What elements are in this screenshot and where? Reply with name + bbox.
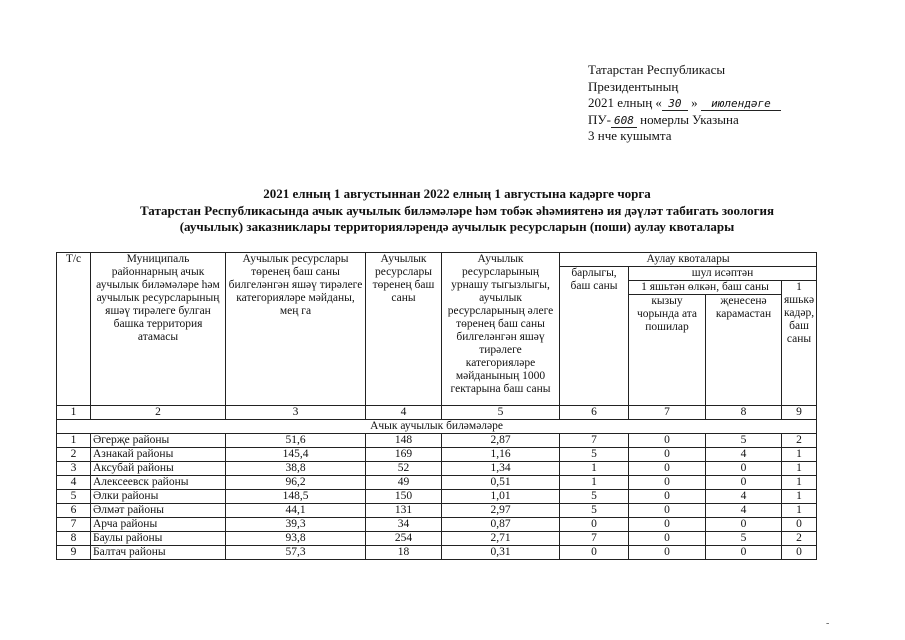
table-cell: 0 <box>629 504 706 518</box>
header-total: барлыгы, баш саны <box>560 267 629 406</box>
table-cell: 0,51 <box>442 476 560 490</box>
table-cell: 9 <box>57 546 91 560</box>
section-title: Ачык аучылык биләмәләре <box>57 420 817 434</box>
table-cell: Баулы районы <box>91 532 226 546</box>
table-cell: 5 <box>560 490 629 504</box>
table-cell: 145,4 <box>226 448 366 462</box>
column-number: 3 <box>226 406 366 420</box>
table-cell: 1 <box>782 504 817 518</box>
table-row <box>57 532 817 546</box>
annex-line-5: 3 нче кушымта <box>588 128 672 143</box>
annex-line-2: Президентының <box>588 78 679 94</box>
table-row <box>57 490 817 504</box>
table-cell: Аксубай районы <box>91 462 226 476</box>
header-males: кызыу чорында ата пошилар <box>629 295 706 406</box>
section-row <box>57 420 817 434</box>
table-cell: 3 <box>57 462 91 476</box>
header-including: шул исәптән <box>629 267 817 281</box>
table-cell: 4 <box>706 490 782 504</box>
table-cell: 2 <box>782 434 817 448</box>
table-cell: 2,87 <box>442 434 560 448</box>
header-older: 1 яшьтән өлкән, баш саны <box>629 281 782 295</box>
column-number: 1 <box>57 406 91 420</box>
document-title <box>40 186 874 236</box>
table-cell: 8 <box>57 532 91 546</box>
column-number: 4 <box>366 406 442 420</box>
table-cell: 0,31 <box>442 546 560 560</box>
annex-month: июлендәге <box>701 98 781 111</box>
table-cell: 0 <box>560 518 629 532</box>
table-cell: 131 <box>366 504 442 518</box>
table-cell: 1 <box>782 490 817 504</box>
table-cell: 0 <box>629 448 706 462</box>
table-cell: Әлмәт районы <box>91 504 226 518</box>
table-cell: 1,16 <box>442 448 560 462</box>
table-cell: 150 <box>366 490 442 504</box>
table-cell: 34 <box>366 518 442 532</box>
table-cell: 1,01 <box>442 490 560 504</box>
table-cell: 0 <box>629 546 706 560</box>
column-number: 6 <box>560 406 629 420</box>
table-row <box>57 434 817 448</box>
table-cell: 49 <box>366 476 442 490</box>
header-row-1 <box>57 253 817 267</box>
table-cell: 0 <box>706 518 782 532</box>
table-cell: 5 <box>57 490 91 504</box>
table-cell: 7 <box>560 434 629 448</box>
table-cell: Алексеевск районы <box>91 476 226 490</box>
table-cell: 2 <box>782 532 817 546</box>
table-cell: 93,8 <box>226 532 366 546</box>
table-cell: Арча районы <box>91 518 226 532</box>
header-col-5: Аучылык ресурсларының урнашу тыгызлыгы, аучылык ресурсларының әлеге төренең баш саны билгеләнгән яшәү тирәлеге категорияләре мәйданының 1000 гектарына баш саны <box>442 253 560 406</box>
table-cell: 1 <box>560 476 629 490</box>
scan-mark: - <box>826 618 830 629</box>
table-cell: 0,87 <box>442 518 560 532</box>
table-cell: 1 <box>782 462 817 476</box>
table-cell: 5 <box>706 434 782 448</box>
table-cell: 2,71 <box>442 532 560 546</box>
column-number: 9 <box>782 406 817 420</box>
header-col-2: Муниципаль районнарның ачык аучылык биләмәләре һәм аучылык ресурсларының яшәү тирәлеге булган башка территория атамасы <box>91 253 226 406</box>
table-body <box>57 434 817 560</box>
table-cell: 1 <box>782 448 817 462</box>
table-cell: 39,3 <box>226 518 366 532</box>
table-cell: 148,5 <box>226 490 366 504</box>
table-cell: Азнакай районы <box>91 448 226 462</box>
column-number: 7 <box>629 406 706 420</box>
annex-note <box>588 62 781 145</box>
table-cell: 0 <box>782 518 817 532</box>
table-cell: 1 <box>57 434 91 448</box>
table-cell: 169 <box>366 448 442 462</box>
table-cell: Әлки районы <box>91 490 226 504</box>
header-under1: 1 яшькә кадәр, баш саны <box>782 281 817 406</box>
table-cell: 7 <box>560 532 629 546</box>
table-cell: 57,3 <box>226 546 366 560</box>
table-cell: 1,34 <box>442 462 560 476</box>
table-row <box>57 476 817 490</box>
table-cell: 51,6 <box>226 434 366 448</box>
annex-line-3: 2021 елның « 30 » июлендәге <box>588 95 781 112</box>
table-cell: 4 <box>706 448 782 462</box>
annex-line-4: ПУ- 608 номерлы Указына <box>588 111 739 127</box>
table-row <box>57 518 817 532</box>
table-cell: 0 <box>629 518 706 532</box>
table-cell: 4 <box>706 504 782 518</box>
table-cell: 254 <box>366 532 442 546</box>
table-cell: 0 <box>706 546 782 560</box>
table-cell: 38,8 <box>226 462 366 476</box>
table-cell: Балтач районы <box>91 546 226 560</box>
header-col-4: Аучылык ресурслары төренең баш саны <box>366 253 442 406</box>
table-cell: 1 <box>782 476 817 490</box>
table-cell: 44,1 <box>226 504 366 518</box>
title-line-2: Татарстан Республикасында ачык аучылык биләмәләре һәм тобәк әһәмиятенә ия дәүләт табигать зоология <box>139 202 775 218</box>
header-nosex: җенесенә карамастан <box>706 295 782 406</box>
header-quota: Аулау квоталары <box>560 253 817 267</box>
header-col-3: Аучылык ресурслары төренең баш саны билгеләнгән яшәү тирәлеге категорияләре мәйданы, мең га <box>226 253 366 406</box>
table-cell: 148 <box>366 434 442 448</box>
table-cell: 4 <box>57 476 91 490</box>
table-cell: 0 <box>629 490 706 504</box>
table-cell: 0 <box>706 462 782 476</box>
column-number: 8 <box>706 406 782 420</box>
table-cell: 5 <box>560 448 629 462</box>
table-cell: 2 <box>57 448 91 462</box>
table-cell: 18 <box>366 546 442 560</box>
table-cell: 1 <box>560 462 629 476</box>
table-row <box>57 504 817 518</box>
table-cell: 0 <box>629 532 706 546</box>
table-row <box>57 448 817 462</box>
table-cell: 96,2 <box>226 476 366 490</box>
table-cell: 7 <box>57 518 91 532</box>
table-cell: 5 <box>706 532 782 546</box>
annex-line-1: Татарстан Республикасы <box>588 62 726 77</box>
table-cell: 0 <box>629 476 706 490</box>
table-cell: 0 <box>629 434 706 448</box>
table-cell: 2,97 <box>442 504 560 518</box>
table-cell: 0 <box>560 546 629 560</box>
title-line-1: 2021 елның 1 августыннан 2022 елның 1 августына кадәрге чорга <box>263 186 651 201</box>
table-cell: 6 <box>57 504 91 518</box>
table-row <box>57 546 817 560</box>
annex-number: 608 <box>611 115 637 128</box>
annex-day: 30 <box>662 98 688 111</box>
table-cell: 5 <box>560 504 629 518</box>
title-line-3: (аучылык) заказниклары территорияләрендә аучылык ресурсларын (поши) аулау квоталары <box>179 219 735 234</box>
table-cell: 0 <box>629 462 706 476</box>
column-number: 2 <box>91 406 226 420</box>
table-cell: 0 <box>706 476 782 490</box>
table-cell: Әгерҗе районы <box>91 434 226 448</box>
table-row <box>57 462 817 476</box>
column-numbers-row <box>57 406 817 420</box>
header-col-1: Т/с <box>57 253 91 406</box>
column-number: 5 <box>442 406 560 420</box>
quota-table <box>56 252 817 560</box>
table-cell: 0 <box>782 546 817 560</box>
table-cell: 52 <box>366 462 442 476</box>
